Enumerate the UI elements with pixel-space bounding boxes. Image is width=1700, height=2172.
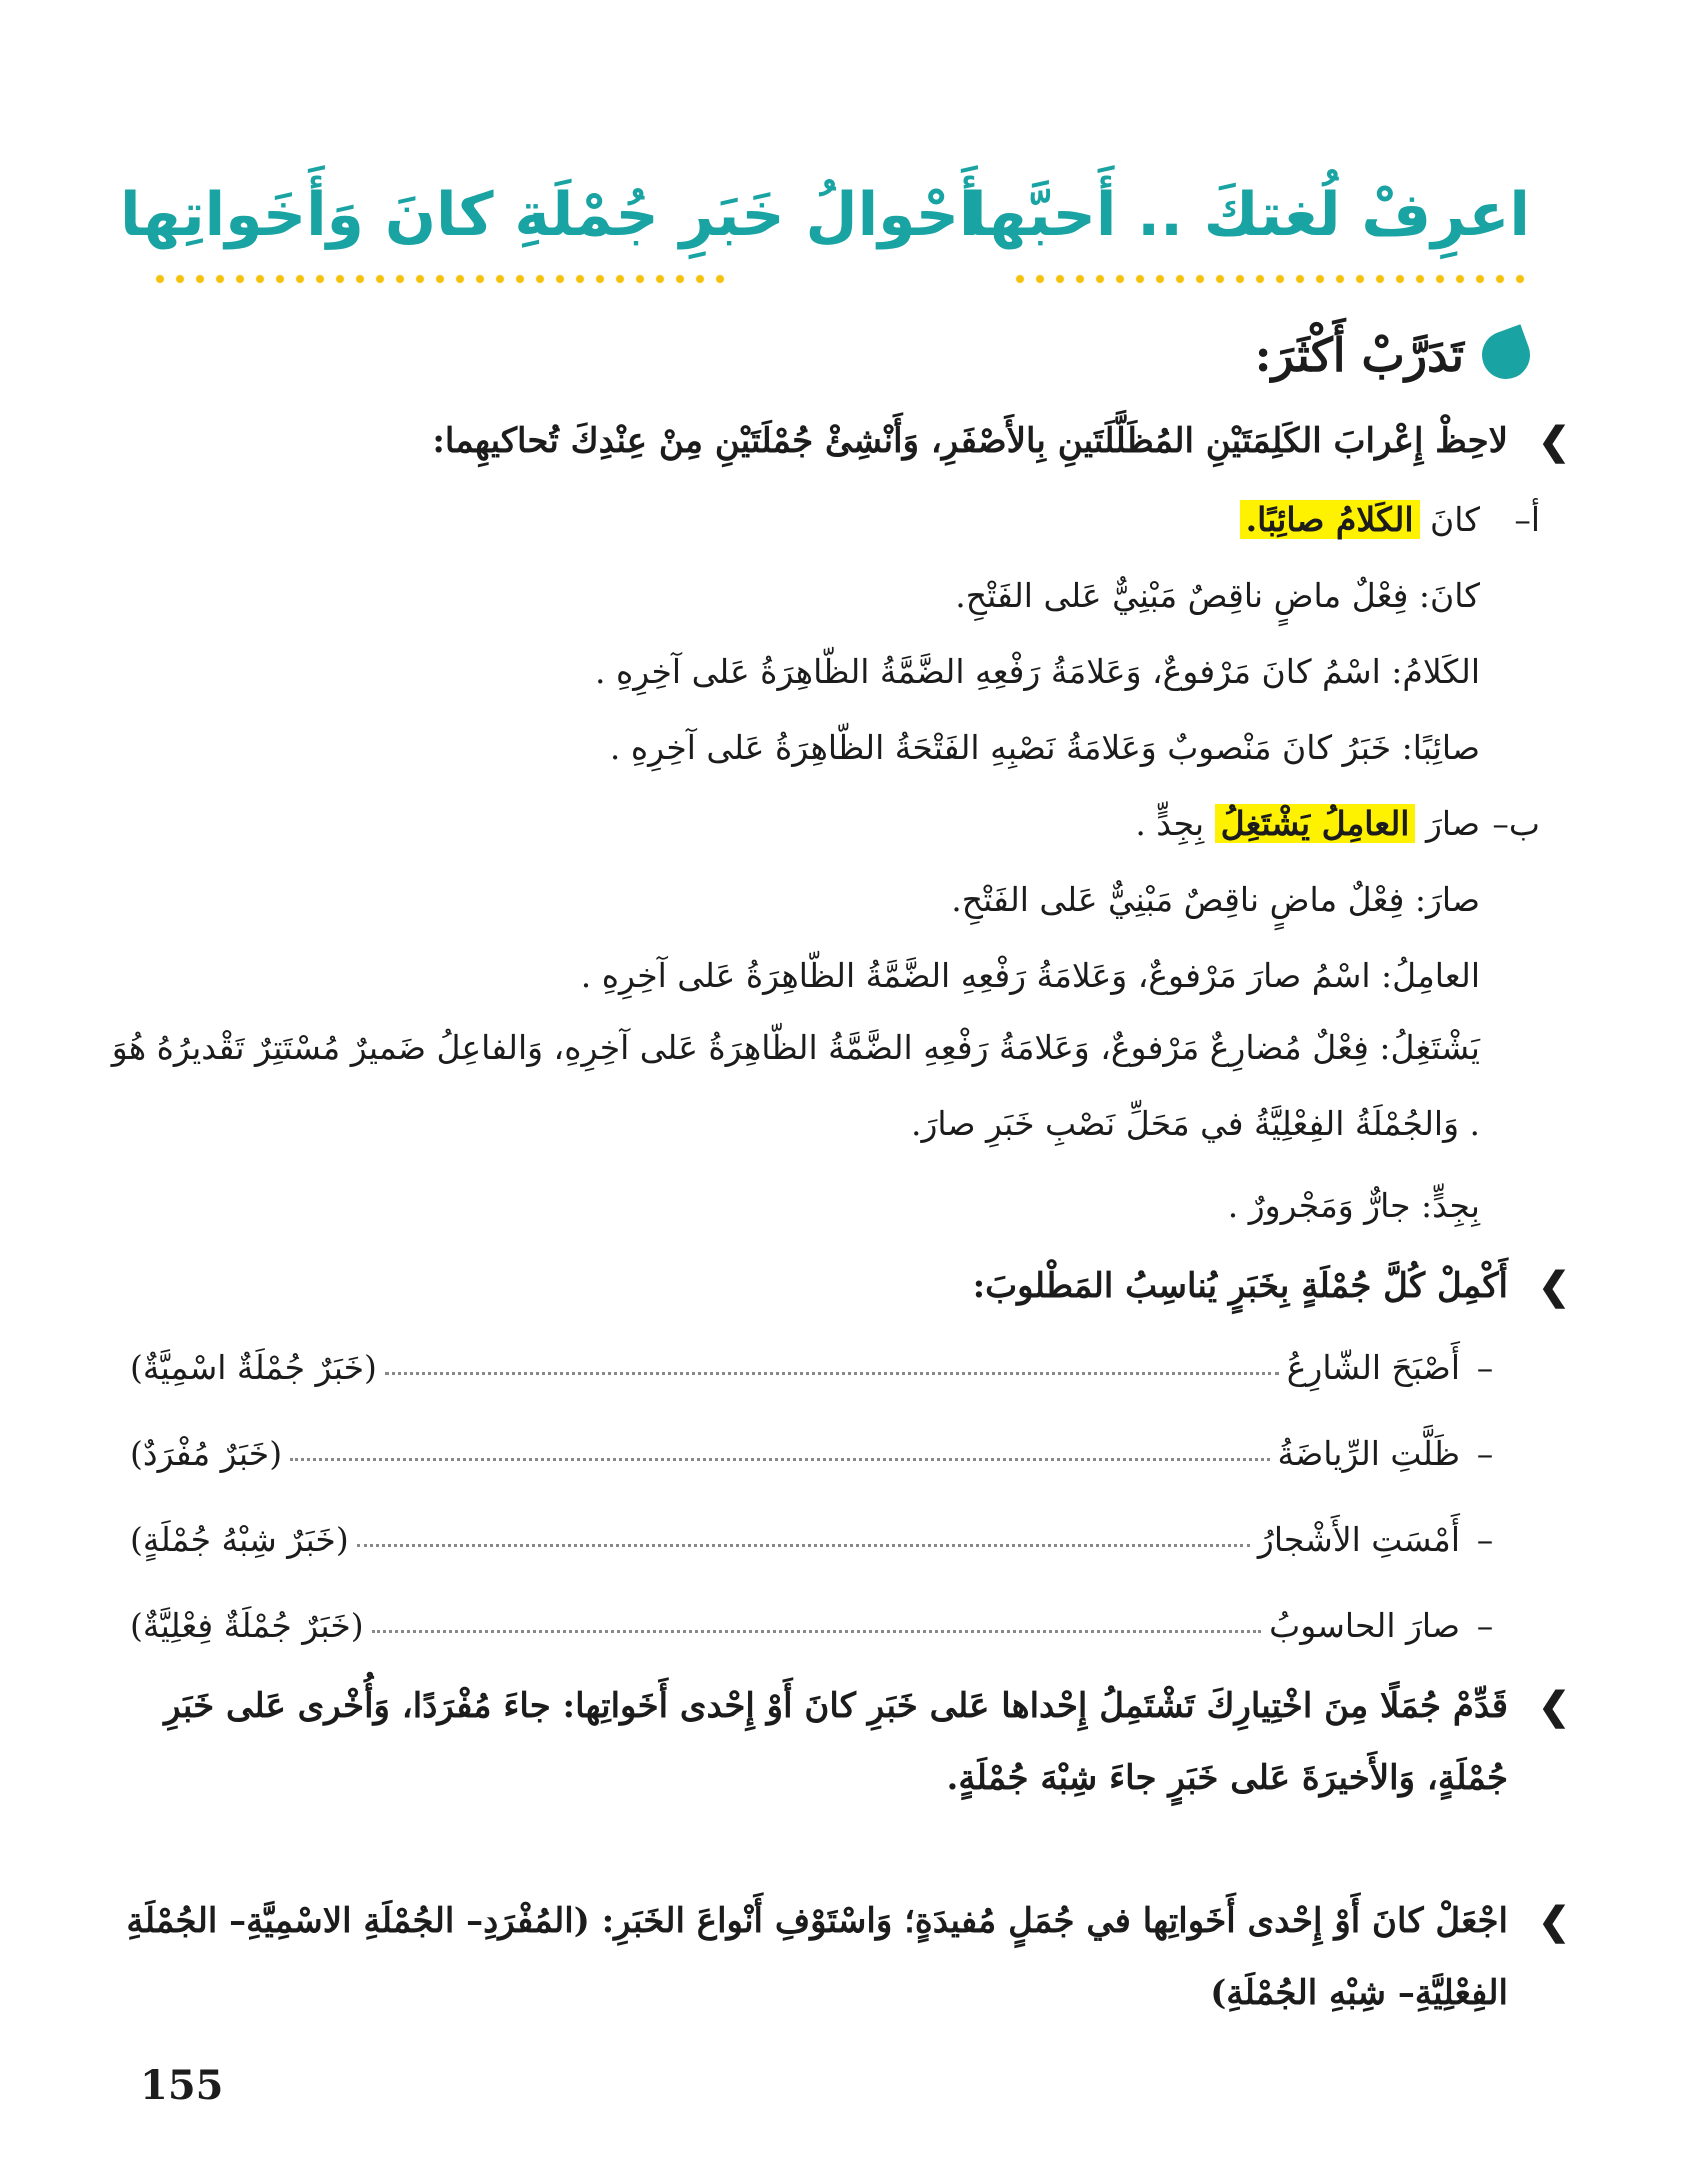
chevron-right-icon: ❯ (1538, 1683, 1570, 1728)
chevron-right-icon: ❯ (1538, 418, 1570, 463)
fill-in-item: – أَمْسَتِ الأَشْجارُ (خَبَرٌ شِبْهُ جُمْلَةٍ) (130, 1519, 1494, 1559)
fill-in-item: – ظَلَّتِ الرِّياضَةُ (خَبَرٌ مُفْرَدٌ) (130, 1433, 1494, 1473)
example-verb: صارَ (1425, 804, 1480, 843)
parsing-paragraph: يَشْتَغِلُ: فِعْلٌ مُضارِعٌ مَرْفوعٌ، وَعَلامَةُ رَفْعِهِ الضَّمَّةُ الظّاهِرَةُ عَلى آخِرِهِ، وَالفاعِلُ ضَميرٌ مُسْتَتِرٌ تَقْديرُهُ هُوَ . وَالجُمْلَةُ الفِعْلِيَّةُ في مَحَلِّ نَصْبِ خَبَرِ صارَ. (111, 1028, 1480, 1143)
answer-hint: (خَبَرٌ جُمْلَةٌ فِعْلِيَّةٌ) (130, 1605, 364, 1645)
leaf-icon (1475, 324, 1537, 386)
exercise-1-instruction: ❯ لاحِظْ إِعْرابَ الكَلِمَتَيْنِ المُظَلَّلَتَينِ بِالأَصْفَرِ، وَأَنْشِئْ جُمْلَتَيْنِ مِنْ عِنْدِكَ تُحاكيهِما: (120, 405, 1570, 477)
sentence-stem: أَمْسَتِ الأَشْجارُ (1257, 1519, 1460, 1559)
parsing-line: الكَلامُ: اسْمُ كانَ مَرْفوعٌ، وَعَلامَةُ رَفْعِهِ الضَّمَّةُ الظّاهِرَةُ عَلى آخِرِهِ . (595, 652, 1480, 691)
highlighted-words: العامِلُ يَشْتَغِلُ (1215, 804, 1416, 843)
chevron-right-icon: ❯ (1538, 1898, 1570, 1943)
answer-hint: (خَبَرٌ مُفْرَدٌ) (130, 1433, 283, 1473)
item-letter-b: ب– (1492, 804, 1540, 843)
practice-label: تَدَرَّبْ أَكْثَرَ: (1254, 328, 1464, 382)
exercise-2-instruction: ❯ أَكْمِلْ كُلَّ جُمْلَةٍ بِخَبَرٍ يُناسِبُ المَطْلوبَ: (120, 1250, 1570, 1322)
example-sentence-b (1135, 794, 1480, 854)
topic-title: أَحْوالُ خَبَرِ جُمْلَةِ كانَ وَأَخَواتِها (120, 180, 980, 250)
highlighted-words: الكَلامُ صائِبًا. (1240, 500, 1420, 539)
chevron-right-icon: ❯ (1538, 1263, 1570, 1308)
example-sentence-a (1240, 490, 1480, 550)
example-rest: بِجِدٍّ . (1135, 804, 1205, 843)
answer-blank[interactable] (290, 1456, 1269, 1461)
sentence-stem: أَصْبَحَ الشّارِعُ (1286, 1347, 1460, 1387)
practice-heading (1255, 320, 1530, 390)
answer-blank[interactable] (385, 1370, 1279, 1375)
fill-in-item: – أَصْبَحَ الشّارِعُ (خَبَرٌ جُمْلَةٌ اسْمِيَّةٌ) (130, 1347, 1494, 1387)
parsing-line: صارَ: فِعْلٌ ماضٍ ناقِصٌ مَبْنِيٌّ عَلى الفَتْحِ. (951, 880, 1480, 919)
exercise-3-instruction: ❯ قَدِّمْ جُمَلًا مِنَ اخْتِيارِكَ تَشْتَمِلُ إِحْداها عَلى خَبَرِ كانَ أَوْ إِحْدى أَخَواتِها: جاءَ مُفْرَدًا، وَأُخْرى عَلى خَبَرِ جُمْلَةٍ، وَالأَخيرَةَ عَلى خَبَرٍ جاءَ شِبْهَ جُمْلَةٍ. (120, 1670, 1570, 1814)
fill-in-item: – صارَ الحاسوبُ (خَبَرٌ جُمْلَةٌ فِعْلِيَّةٌ) (130, 1605, 1494, 1645)
sentence-stem: ظَلَّتِ الرِّياضَةُ (1277, 1433, 1460, 1473)
parsing-line: بِجِدٍّ: جارٌّ وَمَجْرورٌ . (1227, 1186, 1480, 1225)
answer-blank[interactable] (372, 1628, 1261, 1633)
page-number: 155 (140, 2062, 224, 2109)
parsing-line: كانَ: فِعْلٌ ماضٍ ناقِصٌ مَبْنِيٌّ عَلى الفَتْحِ. (955, 576, 1480, 615)
sentence-stem: صارَ الحاسوبُ (1269, 1605, 1460, 1645)
parsing-line: العامِلُ: اسْمُ صارَ مَرْفوعٌ، وَعَلامَةُ رَفْعِهِ الضَّمَّةُ الظّاهِرَةُ عَلى آخِرِهِ . (580, 956, 1480, 995)
exercise-4-instruction: ❯ اجْعَلْ كانَ أَوْ إِحْدى أَخَواتِها في جُمَلٍ مُفيدَةٍ؛ وَاسْتَوْفِ أَنْواعَ الخَبَرِ: (المُفْرَدِ– الجُمْلَةِ الاسْمِيَّةِ– الجُمْلَةِ الفِعْلِيَّةِ– شِبْهِ الجُمْلَةِ) (120, 1885, 1570, 2029)
answer-hint: (خَبَرٌ شِبْهُ جُمْلَةٍ) (130, 1519, 349, 1559)
answer-hint: (خَبَرٌ جُمْلَةٌ اسْمِيَّةٌ) (130, 1347, 377, 1387)
dotted-divider-right (1010, 274, 1530, 284)
item-letter-a: أ– (1514, 500, 1540, 539)
answer-blank[interactable] (357, 1542, 1250, 1547)
parsing-line: صائِبًا: خَبَرُ كانَ مَنْصوبٌ وَعَلامَةُ نَصْبِهِ الفَتْحَةُ الظّاهِرَةُ عَلى آخِرِهِ . (609, 728, 1480, 767)
lesson-title: اعرِفْ لُغتكَ .. أَحبَّها (965, 180, 1530, 250)
example-verb: كانَ (1430, 500, 1480, 539)
dotted-divider-left (150, 274, 730, 284)
